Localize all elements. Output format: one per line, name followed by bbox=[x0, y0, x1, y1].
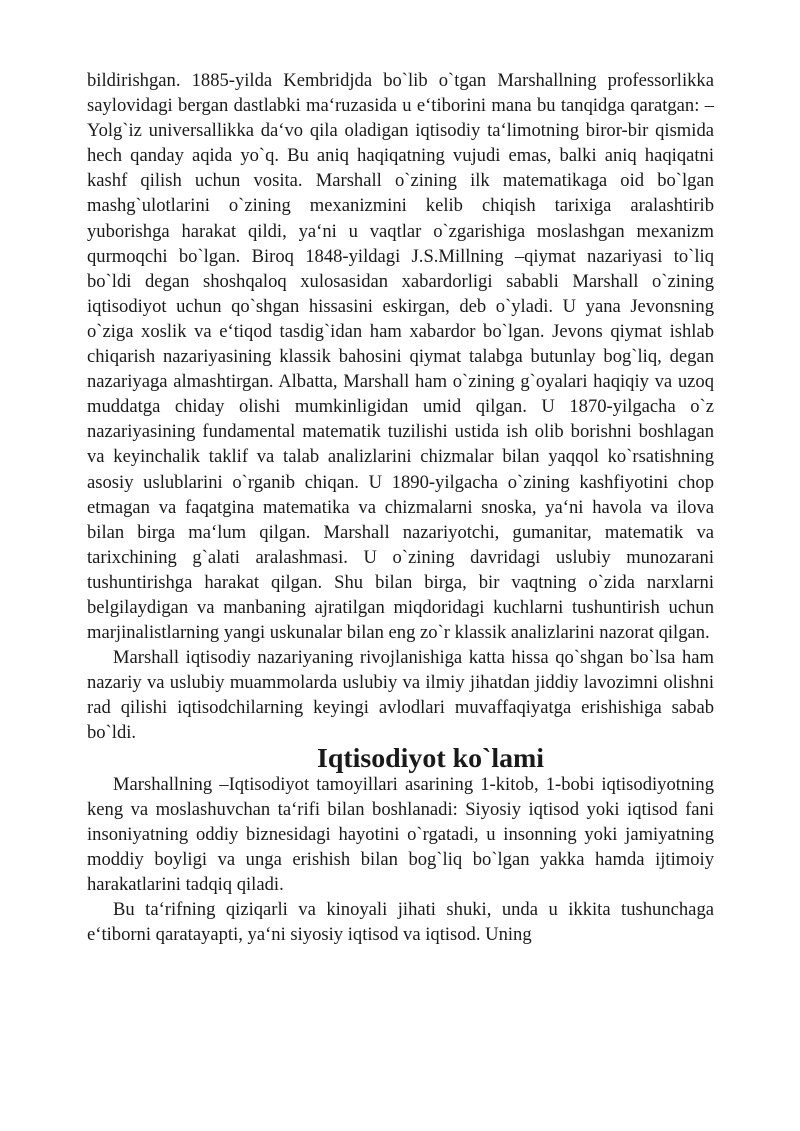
paragraph-principles-definition: Marshallning –Iqtisodiyot tamoyillari asarining 1-kitob, 1-bobi iqtisodiyotning keng va moslashuvchan ta‘rifi bilan boshlanadi: Siyosiy iqtisod yoki iqtisod fani insoniyatning oddiy biznesidagi hayotini o`rgatadi, u insonning yoki jamiyatning moddiy boyligi va unga erishish bilan bog`liq bo`lgan yakka hamda ijtimoiy harakatlarini tadqiq qiladi. bbox=[87, 773, 714, 895]
document-page bbox=[87, 68, 714, 947]
paragraph-marshall-biography: bildirishgan. 1885-yilda Kembridjda bo`lib o`tgan Marshallning professorlikka saylovidagi bergan dastlabki ma‘ruzasida u e‘tiborini mana bu tanqidga qaratgan: –Yolg`iz universallikka da‘vo qila oladigan iqtisodiy ta‘limotning biror-bir qismida hech qanday aqida yo`q. Bu aniq haqiqatning vujudi emas, balki aniq haqiqatni kashf qilish uchun vosita. Marshall o`zining ilk matematikaga oid bo`lgan mashg`ulotlarini o`zining mexanizmini kelib chiqish tarixiga aralashtirib yuborishga harakat qildi, ya‘ni u vaqtlar o`zgarishiga moslashgan mexanizm qurmoqchi bo`lgan. Biroq 1848-yildagi J.S.Millning –qiymat nazariyasi to`liq bo`ldi degan shoshqaloq xulosasidan xabardorligi sababli Marshall o`zining iqtisodiyot uchun qo`shgan hissasini eskirgan, deb o`yladi. U yana Jevonsning o`ziga xoslik va e‘tiqod tasdig`idan ham xabardor bo`lgan. Jevons qiymat ishlab chiqarish nazariyasining klassik bahosini qiymat talabga butunlay bog`liq, degan nazariyaga almashtirgan. Albatta, Marshall ham o`zining g`oyalari haqiqiy va uzoq muddatga chiday olishi mumkinligidan umid qilgan. U 1870-yilgacha o`z nazariyasining fundamental matematik tuzilishi ustida ish olib borishni boshlagan va keyinchalik taklif va talab analizlarini chizmalar bilan yaqqol ko`rsatishning asosiy uslublarini o`rganib chiqan. U 1890-yilgacha o`zining kashfiyotini chop etmagan va faqatgina matematika va chizmalarni snoska, ya‘ni havola va ilova bilan birga ma‘lum qilgan. Marshall nazariyotchi, gumanitar, matematik va tarixchining g`alati aralashmasi. U o`zining davridagi uslubiy munozarani tushuntirishga harakat qilgan. Shu bilan birga, bir vaqtning o`zida narxlarni belgilaydigan va manbaning ajratilgan miqdoridagi kuchlarni tushuntirish uchun marjinalistlarning yangi uskunalar bilan eng zo`r klassik analizlarini nazorat qilgan. bbox=[87, 70, 714, 644]
section-heading: Iqtisodiyot ko`lami bbox=[316, 742, 545, 774]
paragraph-definition-remark: Bu ta‘rifning qiziqarli va kinoyali jihati shuki, unda u ikkita tushunchaga e‘tiborni qaratayapti, ya‘ni siyosiy iqtisod va iqtisod. Uning bbox=[87, 899, 714, 946]
paragraph-marshall-contribution: Marshall iqtisodiy nazariyaning rivojlanishiga katta hissa qo`shgan bo`lsa ham nazariy va uslubiy muammolarda uslubiy va ilmiy jihatdan jiddiy lavozimni olishni rad qilishi iqtisodchilarning keyingi avlodlari muvaffaqiyatga erishishiga sabab bo`ldi. bbox=[87, 647, 714, 744]
